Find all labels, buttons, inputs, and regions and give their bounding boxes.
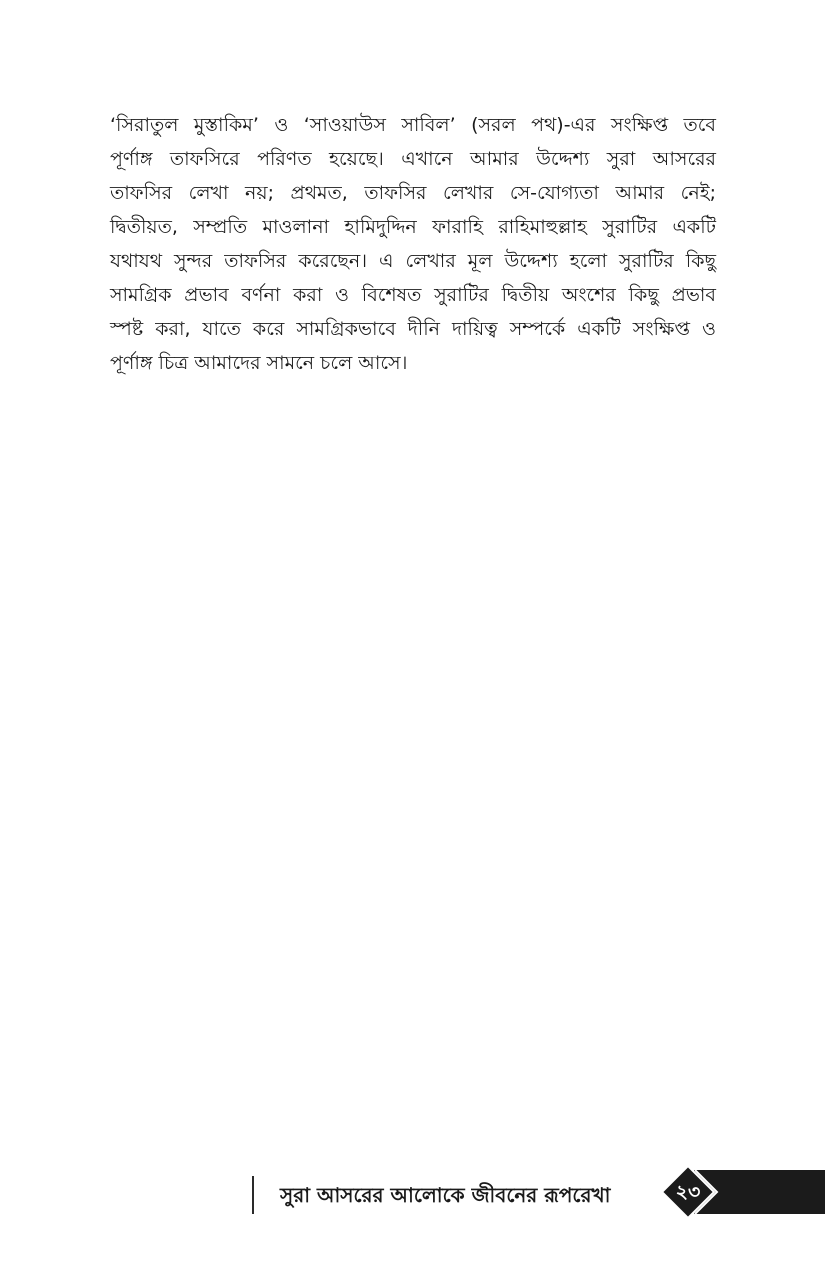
footer-book-title: সুরা আসরের আলোকে জীবনের রূপরেখা [280, 1183, 611, 1207]
paragraph-line: সামগ্রিক প্রভাব বর্ণনা করা ও বিশেষত সুরাটির দ্বিতীয় অংশের কিছু প্রভাব [110, 284, 716, 306]
body-paragraph [110, 108, 716, 380]
footer-divider [252, 1176, 254, 1214]
page-number: ২৩ [675, 1181, 701, 1203]
paragraph-line: স্পষ্ট করা, যাতে করে সামগ্রিকভাবে দীনি দায়িত্ব সম্পর্কে একটি সংক্ষিপ্ত ও [110, 318, 716, 340]
paragraph-line: দ্বিতীয়ত, সম্প্রতি মাওলানা হামিদুদ্দিন ফারাহি রাহিমাহুল্লাহ সুরাটির একটি [110, 216, 716, 238]
paragraph-line: পূর্ণাঙ্গ তাফসিরে পরিণত হয়েছে। এখানে আমার উদ্দেশ্য সুরা আসরের [110, 148, 716, 170]
paragraph-line: তাফসির লেখা নয়; প্রথমত, তাফসির লেখার সে-যোগ্যতা আমার নেই; [110, 182, 716, 204]
page-number-badge [662, 1166, 722, 1218]
paragraph-line: ‘সিরাতুল মুস্তাকিম’ ও ‘সাওয়াউস সাবিল’ (সরল পথ)-এর সংক্ষিপ্ত তবে [110, 114, 716, 136]
paragraph-line: যথাযথ সুন্দর তাফসির করেছেন। এ লেখার মূল উদ্দেশ্য হলো সুরাটির কিছু [110, 250, 716, 272]
paragraph-line: পূর্ণাঙ্গ চিত্র আমাদের সামনে চলে আসে। [110, 352, 408, 374]
